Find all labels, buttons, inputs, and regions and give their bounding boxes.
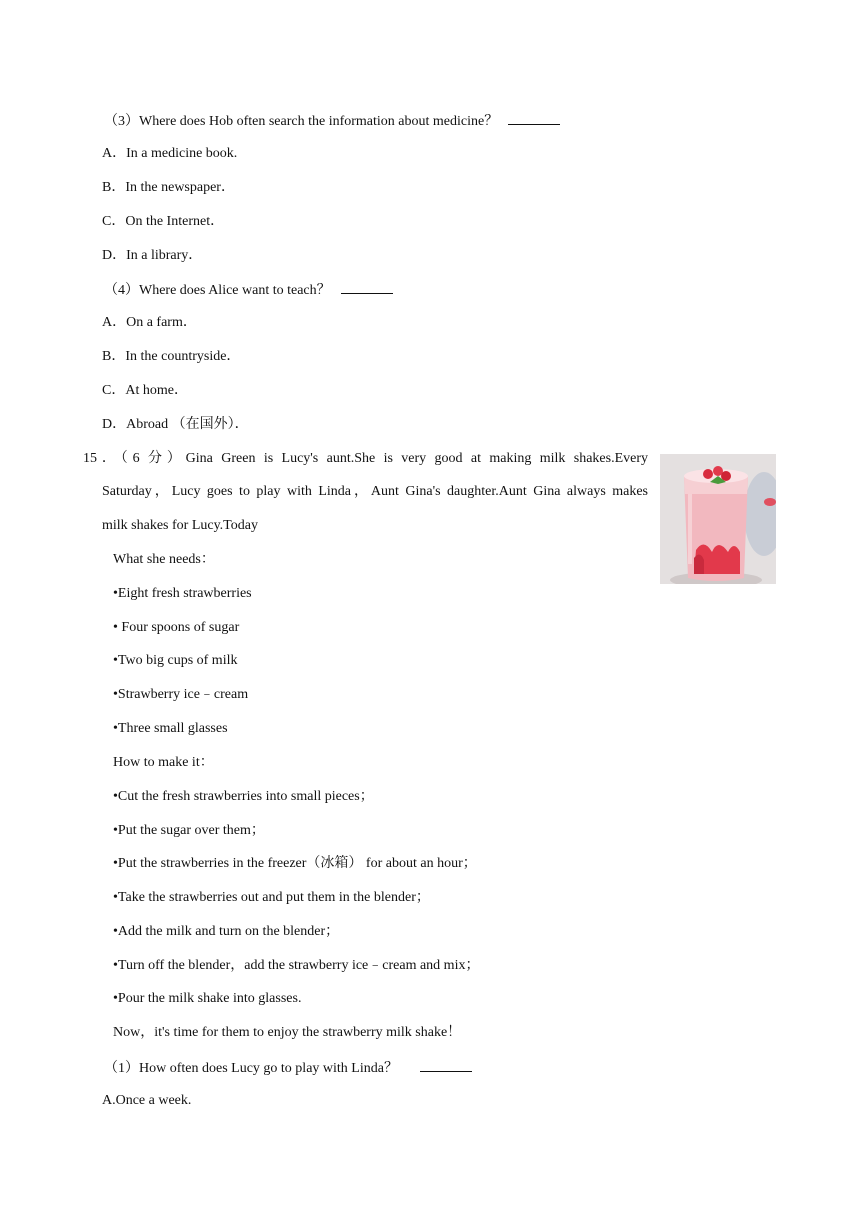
step-item: •Put the strawberries in the freezer（冰箱） for about an hour；	[113, 856, 477, 871]
needs-title: What she needs：	[113, 552, 215, 567]
option-b: B．In the newspaper．	[102, 180, 235, 195]
step-item: •Add the milk and turn on the blender；	[113, 924, 340, 939]
ingredient-item: •Two big cups of milk	[113, 653, 238, 668]
option-c: C．At home．	[102, 383, 188, 398]
question-4	[104, 279, 393, 301]
passage-15-line-1: 15．（6 分）Gina Green is Lucy's aunt.She is very good at making milk shakes.Every	[83, 451, 648, 466]
option-d: D．Abroad （在国外）．	[102, 417, 249, 432]
question-3-text: （3）Where does Hob often search the information about medicine？	[104, 114, 499, 129]
option-a: A．On a farm．	[102, 315, 197, 330]
step-item: •Take the strawberries out and put them in the blender；	[113, 890, 430, 905]
step-item: •Put the sugar over them；	[113, 823, 265, 838]
answer-blank	[508, 110, 560, 125]
step-item: •Cut the fresh strawberries into small pieces；	[113, 789, 374, 804]
ingredient-item: •Strawberry ice﹣cream	[113, 687, 249, 702]
option-a: A.Once a week.	[102, 1093, 192, 1108]
option-b: B．In the countryside．	[102, 349, 241, 364]
sub-question-1	[104, 1057, 472, 1079]
passage-ending: Now，it's time for them to enjoy the strawberry milk shake！	[113, 1025, 462, 1040]
ingredient-item: • Four spoons of sugar	[113, 620, 240, 635]
option-c: C．On the Internet．	[102, 214, 225, 229]
sub-question-1-text: （1）How often does Lucy go to play with Linda？	[104, 1061, 398, 1076]
ingredient-item: •Eight fresh strawberries	[113, 586, 252, 601]
step-item: •Turn off the blender，add the strawberry ice﹣cream and mix；	[113, 958, 480, 973]
how-title: How to make it：	[113, 755, 214, 770]
passage-15-line-3: milk shakes for Lucy.Today	[102, 518, 258, 533]
answer-blank	[420, 1057, 472, 1072]
question-4-text: （4）Where does Alice want to teach？	[104, 283, 331, 298]
option-a: A．In a medicine book.	[102, 146, 238, 161]
step-item: •Pour the milk shake into glasses.	[113, 991, 302, 1006]
question-3	[104, 110, 560, 132]
ingredient-item: •Three small glasses	[113, 721, 228, 736]
milkshake-illustration	[660, 454, 776, 584]
answer-blank	[341, 279, 393, 294]
option-d: D．In a library．	[102, 248, 203, 263]
milkshake-photo	[660, 454, 776, 584]
passage-15-line-2: Saturday，Lucy goes to play with Linda，Aunt Gina's daughter.Aunt Gina always makes	[102, 484, 648, 499]
